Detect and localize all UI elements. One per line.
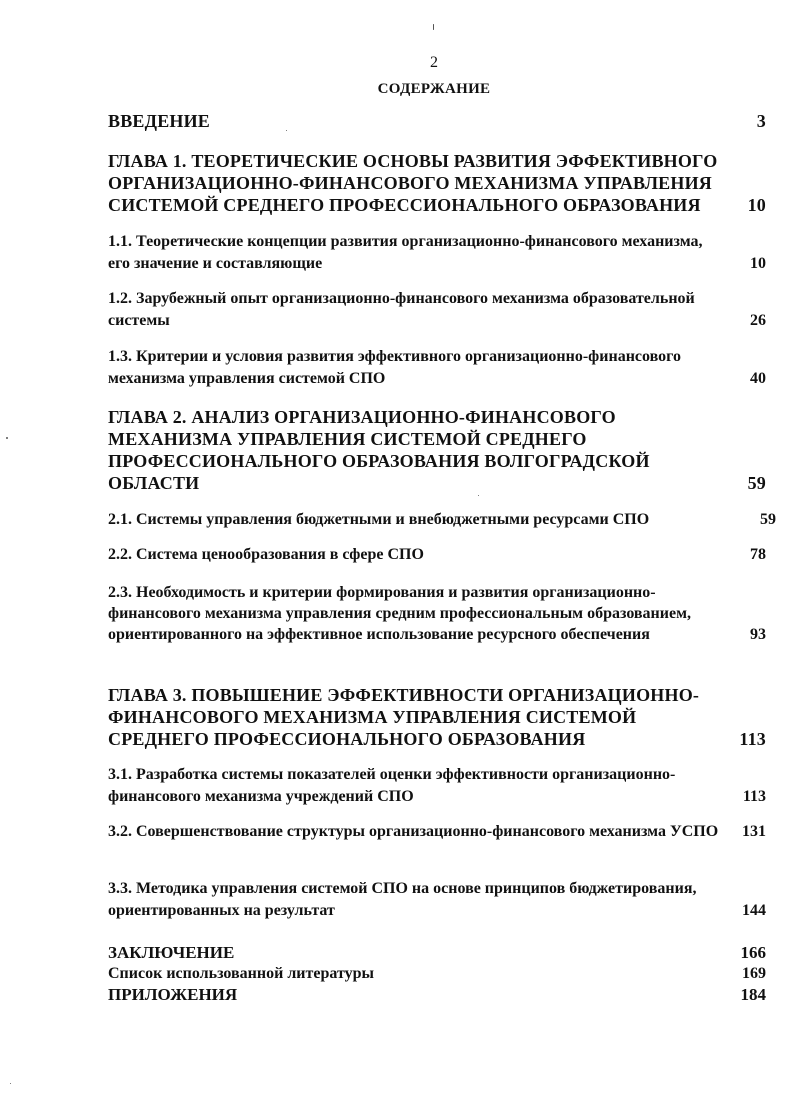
- toc-entry-page: 113: [739, 729, 766, 749]
- toc-entry-title: 1.2. Зарубежный опыт организационно-финансового механизма образовательной системы: [108, 290, 695, 329]
- toc-entry-title: ВВЕДЕНИЕ: [108, 111, 211, 131]
- toc-entry-chapter-1: [108, 150, 768, 216]
- toc-entry-title: ГЛАВА 3. ПОВЫШЕНИЕ ЭФФЕКТИВНОСТИ ОРГАНИЗАЦИОННО-ФИНАНСОВОГО МЕХАНИЗМА УПРАВЛЕНИЯ СИСТЕМОЙ СРЕДНЕГО ПРОФЕССИОНАЛЬНОГО ОБРАЗОВАНИЯ: [108, 685, 700, 749]
- toc-entry-title: 1.1. Теоретические концепции развития организационно-финансового механизма, его значение и составляющие: [108, 233, 703, 272]
- toc-entry-section-2-2: [108, 544, 768, 566]
- toc-entry-title: 2.1. Системы управления бюджетными и внебюджетными ресурсами СПО: [108, 511, 650, 528]
- toc-entry-page: 59: [747, 473, 766, 493]
- toc-entry-title: 3.3. Методика управления системой СПО на основе принципов бюджетирования, ориентированных на результат: [108, 880, 697, 919]
- page-number: 2: [430, 54, 438, 71]
- toc-entry-title: ГЛАВА 2. АНАЛИЗ ОРГАНИЗАЦИОННО-ФИНАНСОВОГО МЕХАНИЗМА УПРАВЛЕНИЯ СИСТЕМОЙ СРЕДНЕГО ПРОФЕССИОНАЛЬНОГО ОБРАЗОВАНИЯ ВОЛГОГРАДСКОЙ ОБЛАСТИ: [108, 407, 650, 493]
- toc-entry-section-3-1: [108, 764, 768, 808]
- toc-entry-page: 113: [742, 788, 766, 805]
- toc-entry-page: 26: [750, 312, 766, 329]
- toc-heading: СОДЕРЖАНИЕ: [377, 81, 491, 97]
- toc-entry-page: 184: [740, 985, 766, 1004]
- toc-entry-conclusion: [108, 942, 768, 963]
- toc-entry-page: 3: [756, 111, 766, 131]
- scan-speck: [10, 1083, 11, 1084]
- toc-entry-page: 144: [742, 902, 766, 919]
- scan-speck: [433, 24, 434, 30]
- scan-speck: [478, 495, 479, 496]
- toc-entry-section-3-3: [108, 878, 768, 922]
- toc-entry-title: Список использованной литературы: [108, 965, 374, 982]
- scan-speck: [286, 130, 287, 131]
- toc-entry-appendices: [108, 984, 768, 1005]
- toc-entry-page: 78: [750, 546, 766, 563]
- toc-entry-section-1-1: [108, 231, 768, 275]
- toc-entry-title: 1.3. Критерии и условия развития эффективного организационно-финансового механизма управления системой СПО: [108, 348, 682, 387]
- toc-entry-page: 131: [742, 823, 766, 840]
- toc-entry-title: 3.1. Разработка системы показателей оценки эффективности организационно-финансового механизма учреждений СПО: [108, 766, 676, 805]
- toc-entry-title: ГЛАВА 1. ТЕОРЕТИЧЕСКИЕ ОСНОВЫ РАЗВИТИЯ ЭФФЕКТИВНОГО ОРГАНИЗАЦИОННО-ФИНАНСОВОГО МЕХАНИЗМА УПРАВЛЕНИЯ СИСТЕМОЙ СРЕДНЕГО ПРОФЕССИОНАЛЬНОГО ОБРАЗОВАНИЯ: [108, 151, 718, 215]
- toc-entry-chapter-2: [108, 406, 768, 494]
- toc-entry-chapter-3: [108, 684, 768, 750]
- toc-entry-title: ЗАКЛЮЧЕНИЕ: [108, 943, 235, 962]
- toc-entry-title: ПРИЛОЖЕНИЯ: [108, 985, 238, 1004]
- toc-entry-page: 59: [760, 511, 776, 528]
- scan-speck: [6, 437, 8, 439]
- toc-entry-title: 2.3. Необходимость и критерии формирования и развития организационно-финансового механизма управления средним профессиональным образованием, ориентированного на эффективное использование ресурсного обеспечения: [108, 584, 691, 643]
- toc-entry-section-3-2: [108, 821, 768, 843]
- toc-entry-page: 93: [750, 626, 766, 643]
- toc-entry-page: 10: [747, 195, 766, 215]
- toc-entry-section-2-3: [108, 582, 768, 645]
- toc-entry-title: 2.2. Система ценообразования в сфере СПО: [108, 546, 424, 563]
- toc-entry-page: 166: [740, 943, 766, 962]
- toc-entry-section-1-3: [108, 346, 768, 390]
- toc-entry-page: 169: [742, 965, 766, 982]
- toc-entry-page: 10: [750, 255, 766, 272]
- toc-entry-introduction: [108, 110, 768, 132]
- toc-entry-section-1-2: [108, 288, 768, 332]
- toc-entry-title: 3.2. Совершенствование структуры организационно-финансового механизма УСПО: [108, 823, 719, 840]
- toc-entry-section-2-1: [108, 509, 776, 531]
- toc-entry-bibliography: [108, 963, 768, 984]
- toc-entry-page: 40: [750, 370, 766, 387]
